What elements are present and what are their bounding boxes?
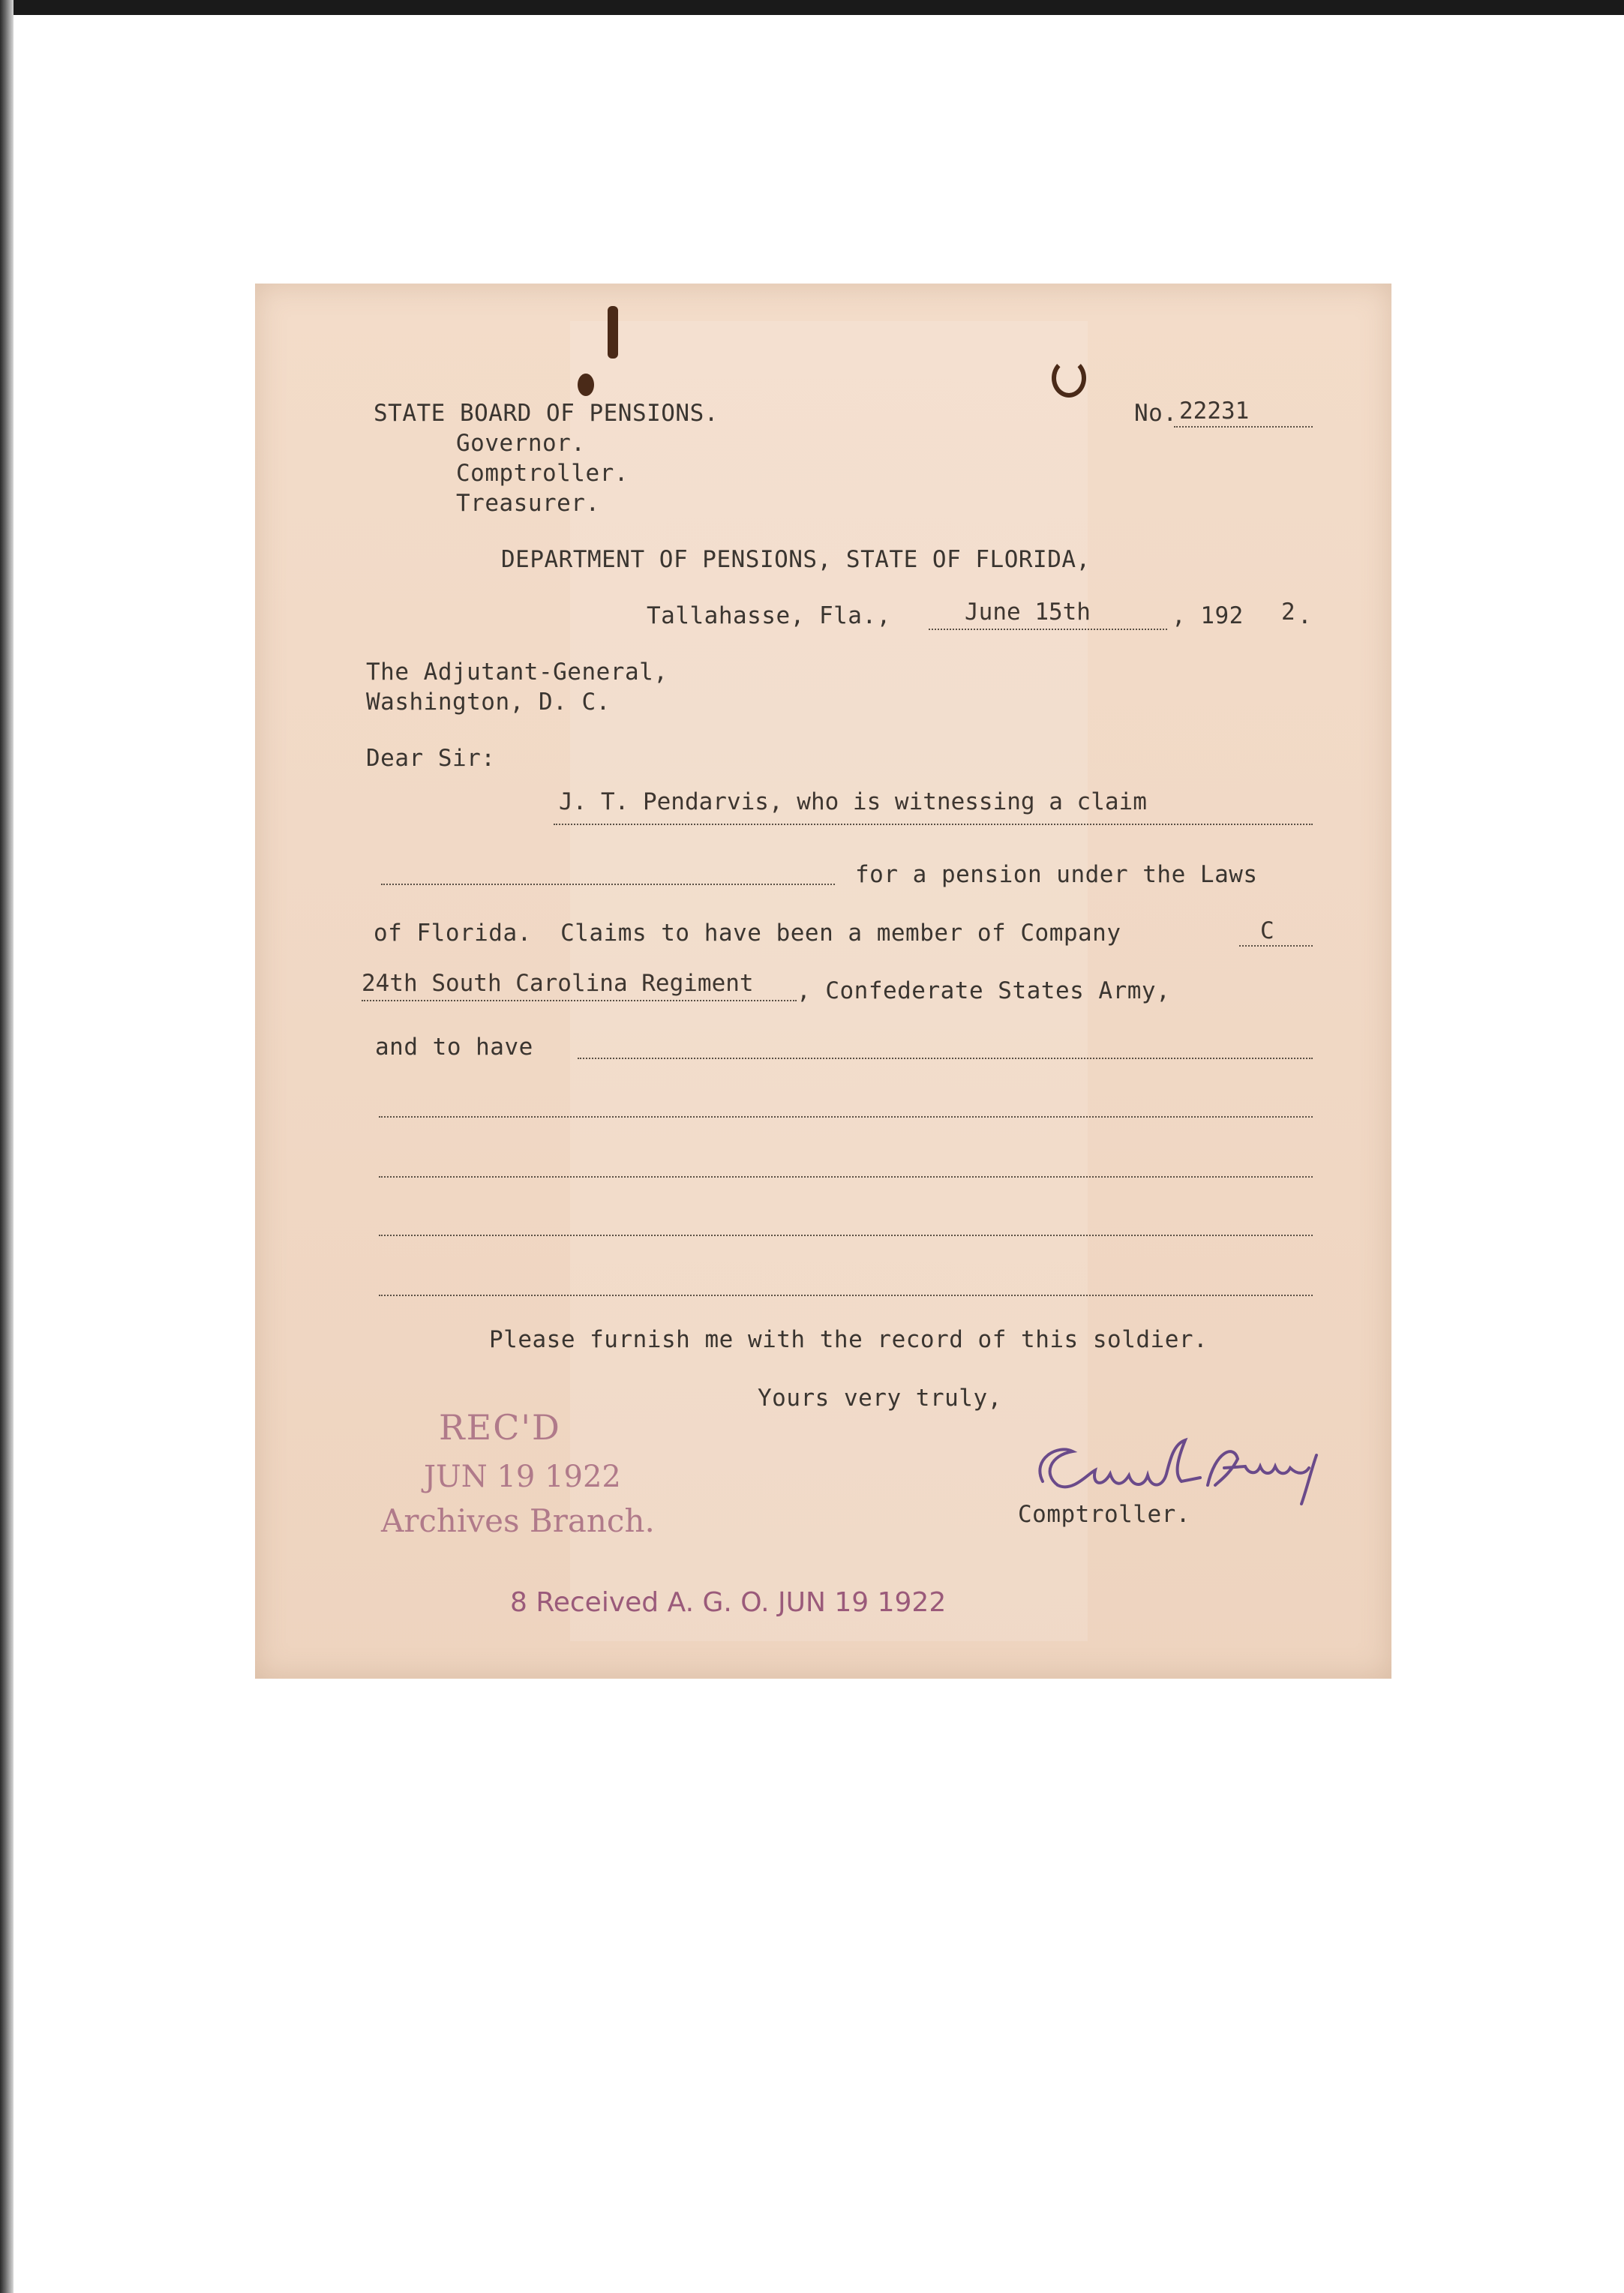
recd-stamp-date: JUN 19 1922 [424,1460,621,1494]
ink-blot [608,306,618,359]
blank-line-3 [379,1235,1313,1236]
claimant-fill: J. T. Pendarvis, who is witnessing a claim [559,788,1147,815]
scan-edge-top [0,0,1624,15]
board-member-treasurer: Treasurer. [456,490,600,517]
blank-line-4 [379,1295,1313,1296]
dateline-place: Tallahasse, Fla., [647,602,891,629]
company-line [1239,945,1313,947]
board-member-comptroller: Comptroller. [456,460,629,487]
number-line [1174,426,1313,428]
dateline-period: . [1298,602,1313,629]
body-line-5-text: and to have [375,1034,533,1061]
blank-line-1 [379,1116,1313,1118]
recd-stamp-heading: REC'D [439,1407,561,1448]
signer-title: Comptroller. [1018,1501,1190,1528]
board-member-governor: Governor. [456,430,586,457]
request-text: Please furnish me with the record of this soldier. [489,1326,1208,1353]
body-line-1 [554,824,1313,825]
addressee-line-2: Washington, D. C. [366,689,611,716]
dateline-year-prefix: , 192 [1172,602,1244,629]
date-value: June 15th [965,599,1091,626]
salutation: Dear Sir: [366,745,496,772]
board-title: STATE BOARD OF PENSIONS. [374,400,719,427]
signature [1028,1429,1328,1522]
body-line-5 [578,1058,1313,1059]
date-line [929,629,1167,630]
dateline-year-suffix: 2 [1281,599,1295,626]
body-line-4-text: , Confederate States Army, [797,977,1171,1004]
number-label: No. [1134,400,1178,427]
recd-stamp-branch: Archives Branch. [381,1502,655,1539]
department-heading: DEPARTMENT OF PENSIONS, STATE OF FLORIDA, [501,546,1091,573]
regiment-line [362,1000,797,1001]
body-line-3-text: of Florida. Claims to have been a member of Company [374,920,1121,947]
closing: Yours very truly, [758,1385,1002,1412]
company-fill: C [1260,917,1274,944]
received-ago-stamp: 8 Received A. G. O. JUN 19 1922 [510,1587,947,1618]
addressee-line-1: The Adjutant-General, [366,659,668,686]
ink-blot [578,374,594,396]
blank-line-2 [379,1176,1313,1178]
ink-blot [1052,359,1086,398]
number-value: 22231 [1179,398,1250,425]
body-line-2 [381,884,835,885]
scan-edge-left [0,0,14,2293]
regiment-fill: 24th South Carolina Regiment [362,970,754,997]
body-line-2-text: for a pension under the Laws [855,861,1258,888]
